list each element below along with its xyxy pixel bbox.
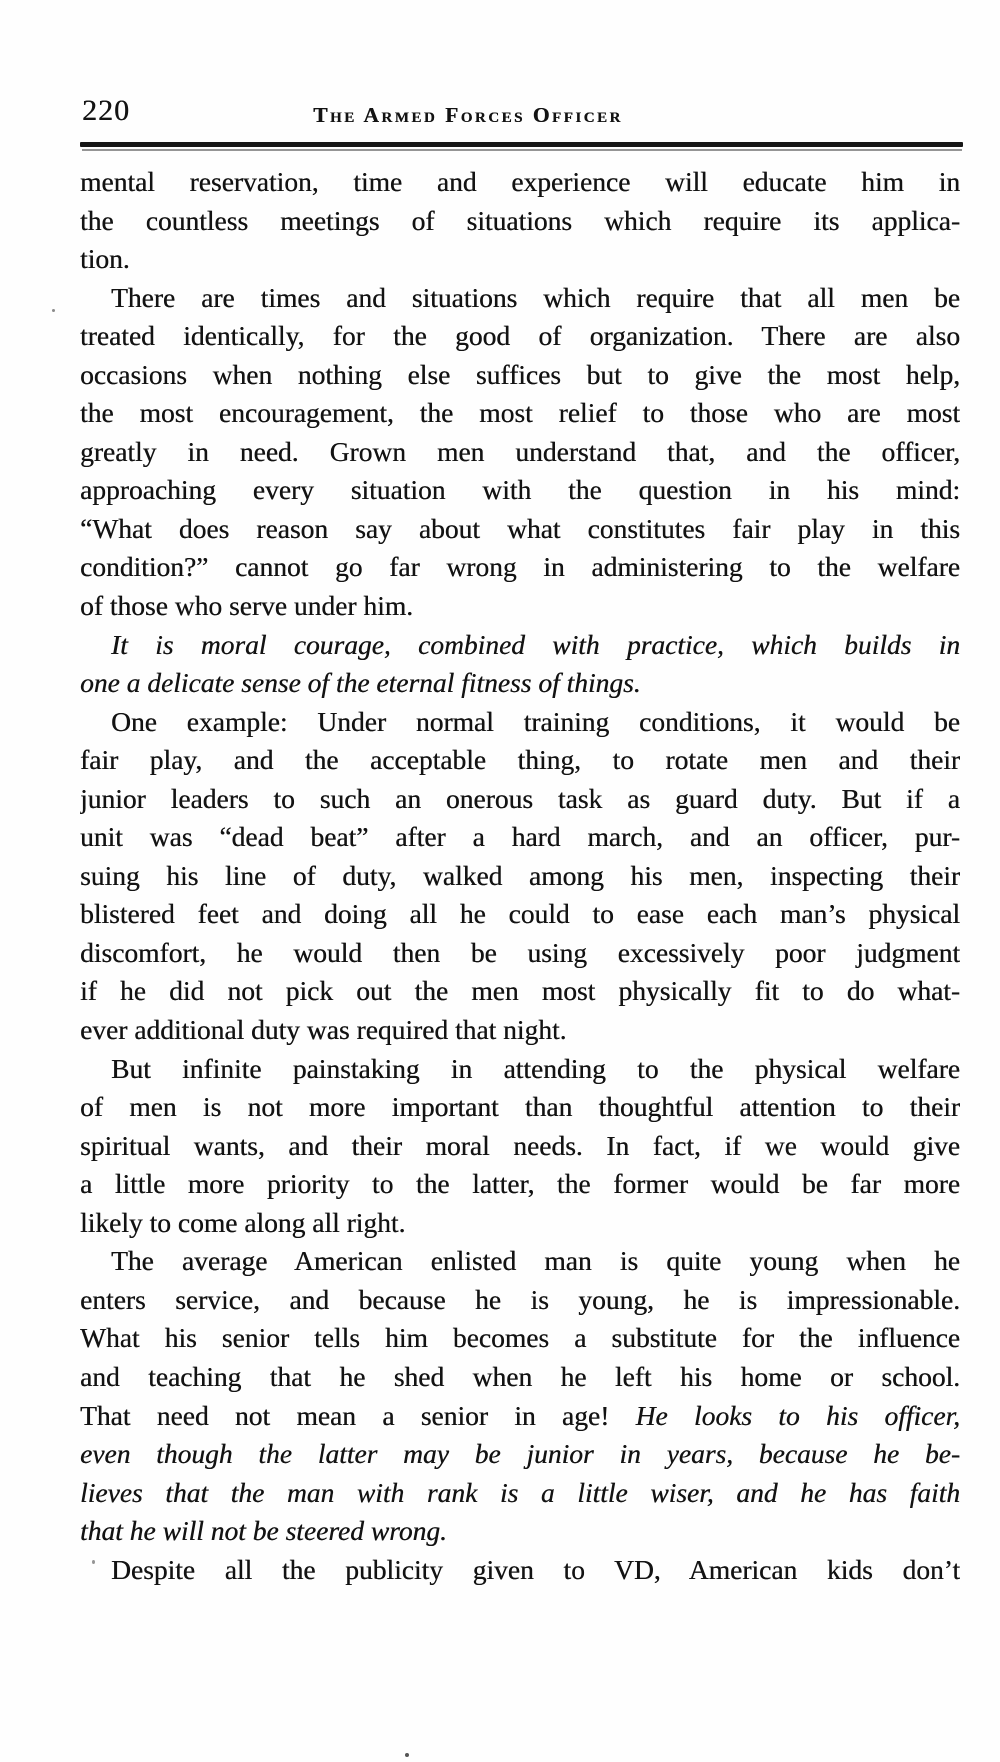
text-line: There are times and situations which require that all men be — [111, 281, 960, 313]
text-line: blistered feet and doing all he could to ease each man’s physical — [80, 898, 960, 930]
text-line: that he will not be steered wrong. — [80, 1515, 447, 1547]
text-line: That need not mean a senior in age! He looks to his officer, — [80, 1399, 960, 1431]
text-line: unit was “dead beat” after a hard march, and an officer, pur- — [80, 821, 960, 853]
text-line: likely to come along all right. — [80, 1206, 406, 1238]
text-line: What his senior tells him becomes a substitute for the influence — [80, 1322, 960, 1354]
text-line: of those who serve under him. — [80, 590, 413, 622]
text-line: It is moral courage, combined with practice, which builds in — [111, 628, 960, 660]
text-line: the most encouragement, the most relief to those who are most — [80, 397, 960, 429]
text-line: treated identically, for the good of organization. There are also — [80, 320, 960, 352]
text-line: of men is not more important than thoughtful attention to their — [80, 1091, 960, 1123]
scan-speck — [405, 1753, 409, 1757]
scan-speck — [52, 309, 55, 312]
text-line: ever additional duty was required that night. — [80, 1014, 567, 1046]
text-line: greatly in need. Grown men understand that, and the officer, — [80, 435, 960, 467]
text-line: one a delicate sense of the eternal fitness of things. — [80, 667, 641, 699]
text-line: The average American enlisted man is quite young when he — [111, 1245, 960, 1277]
text-line: the countless meetings of situations which require its applica- — [80, 204, 960, 236]
text-line: suing his line of duty, walked among his men, inspecting their — [80, 859, 960, 891]
text-line: But infinite painstaking in attending to the physical welfare — [111, 1052, 960, 1084]
text-line: lieves that the man with rank is a little wiser, and he has faith — [80, 1476, 960, 1508]
text-line: junior leaders to such an onerous task as guard duty. But if a — [80, 782, 960, 814]
text-line: occasions when nothing else suffices but to give the most help, — [80, 358, 960, 390]
text-line: a little more priority to the latter, the former would be far more — [80, 1168, 960, 1200]
text-line: “What does reason say about what constitutes fair play in this — [80, 512, 960, 544]
header-rule — [80, 142, 963, 147]
scan-speck — [92, 1560, 95, 1564]
text-line: One example: Under normal training conditions, it would be — [111, 705, 960, 737]
text-line: mental reservation, time and experience will educate him in — [80, 166, 960, 197]
text-line: if he did not pick out the men most physically fit to do what- — [80, 975, 960, 1007]
running-header-title: The Armed Forces Officer — [313, 103, 623, 127]
text-line: tion. — [80, 243, 130, 275]
text-line: condition?” cannot go far wrong in administering to the welfare — [80, 551, 960, 583]
page-number: 220 — [82, 94, 130, 127]
text-line: spiritual wants, and their moral needs. In fact, if we would give — [80, 1129, 960, 1161]
text-block — [80, 163, 960, 1589]
text-line: even though the latter may be junior in years, because he be- — [80, 1438, 960, 1470]
text-line: approaching every situation with the question in his mind: — [80, 474, 960, 506]
text-line: enters service, and because he is young, he is impressionable. — [80, 1283, 960, 1315]
text-line: fair play, and the acceptable thing, to rotate men and their — [80, 744, 960, 776]
text-line: and teaching that he shed when he left his home or school. — [80, 1360, 960, 1392]
text-line: discomfort, he would then be using excessively poor judgment — [80, 936, 960, 968]
text-line: Despite all the publicity given to VD, American kids don’t — [111, 1553, 960, 1585]
